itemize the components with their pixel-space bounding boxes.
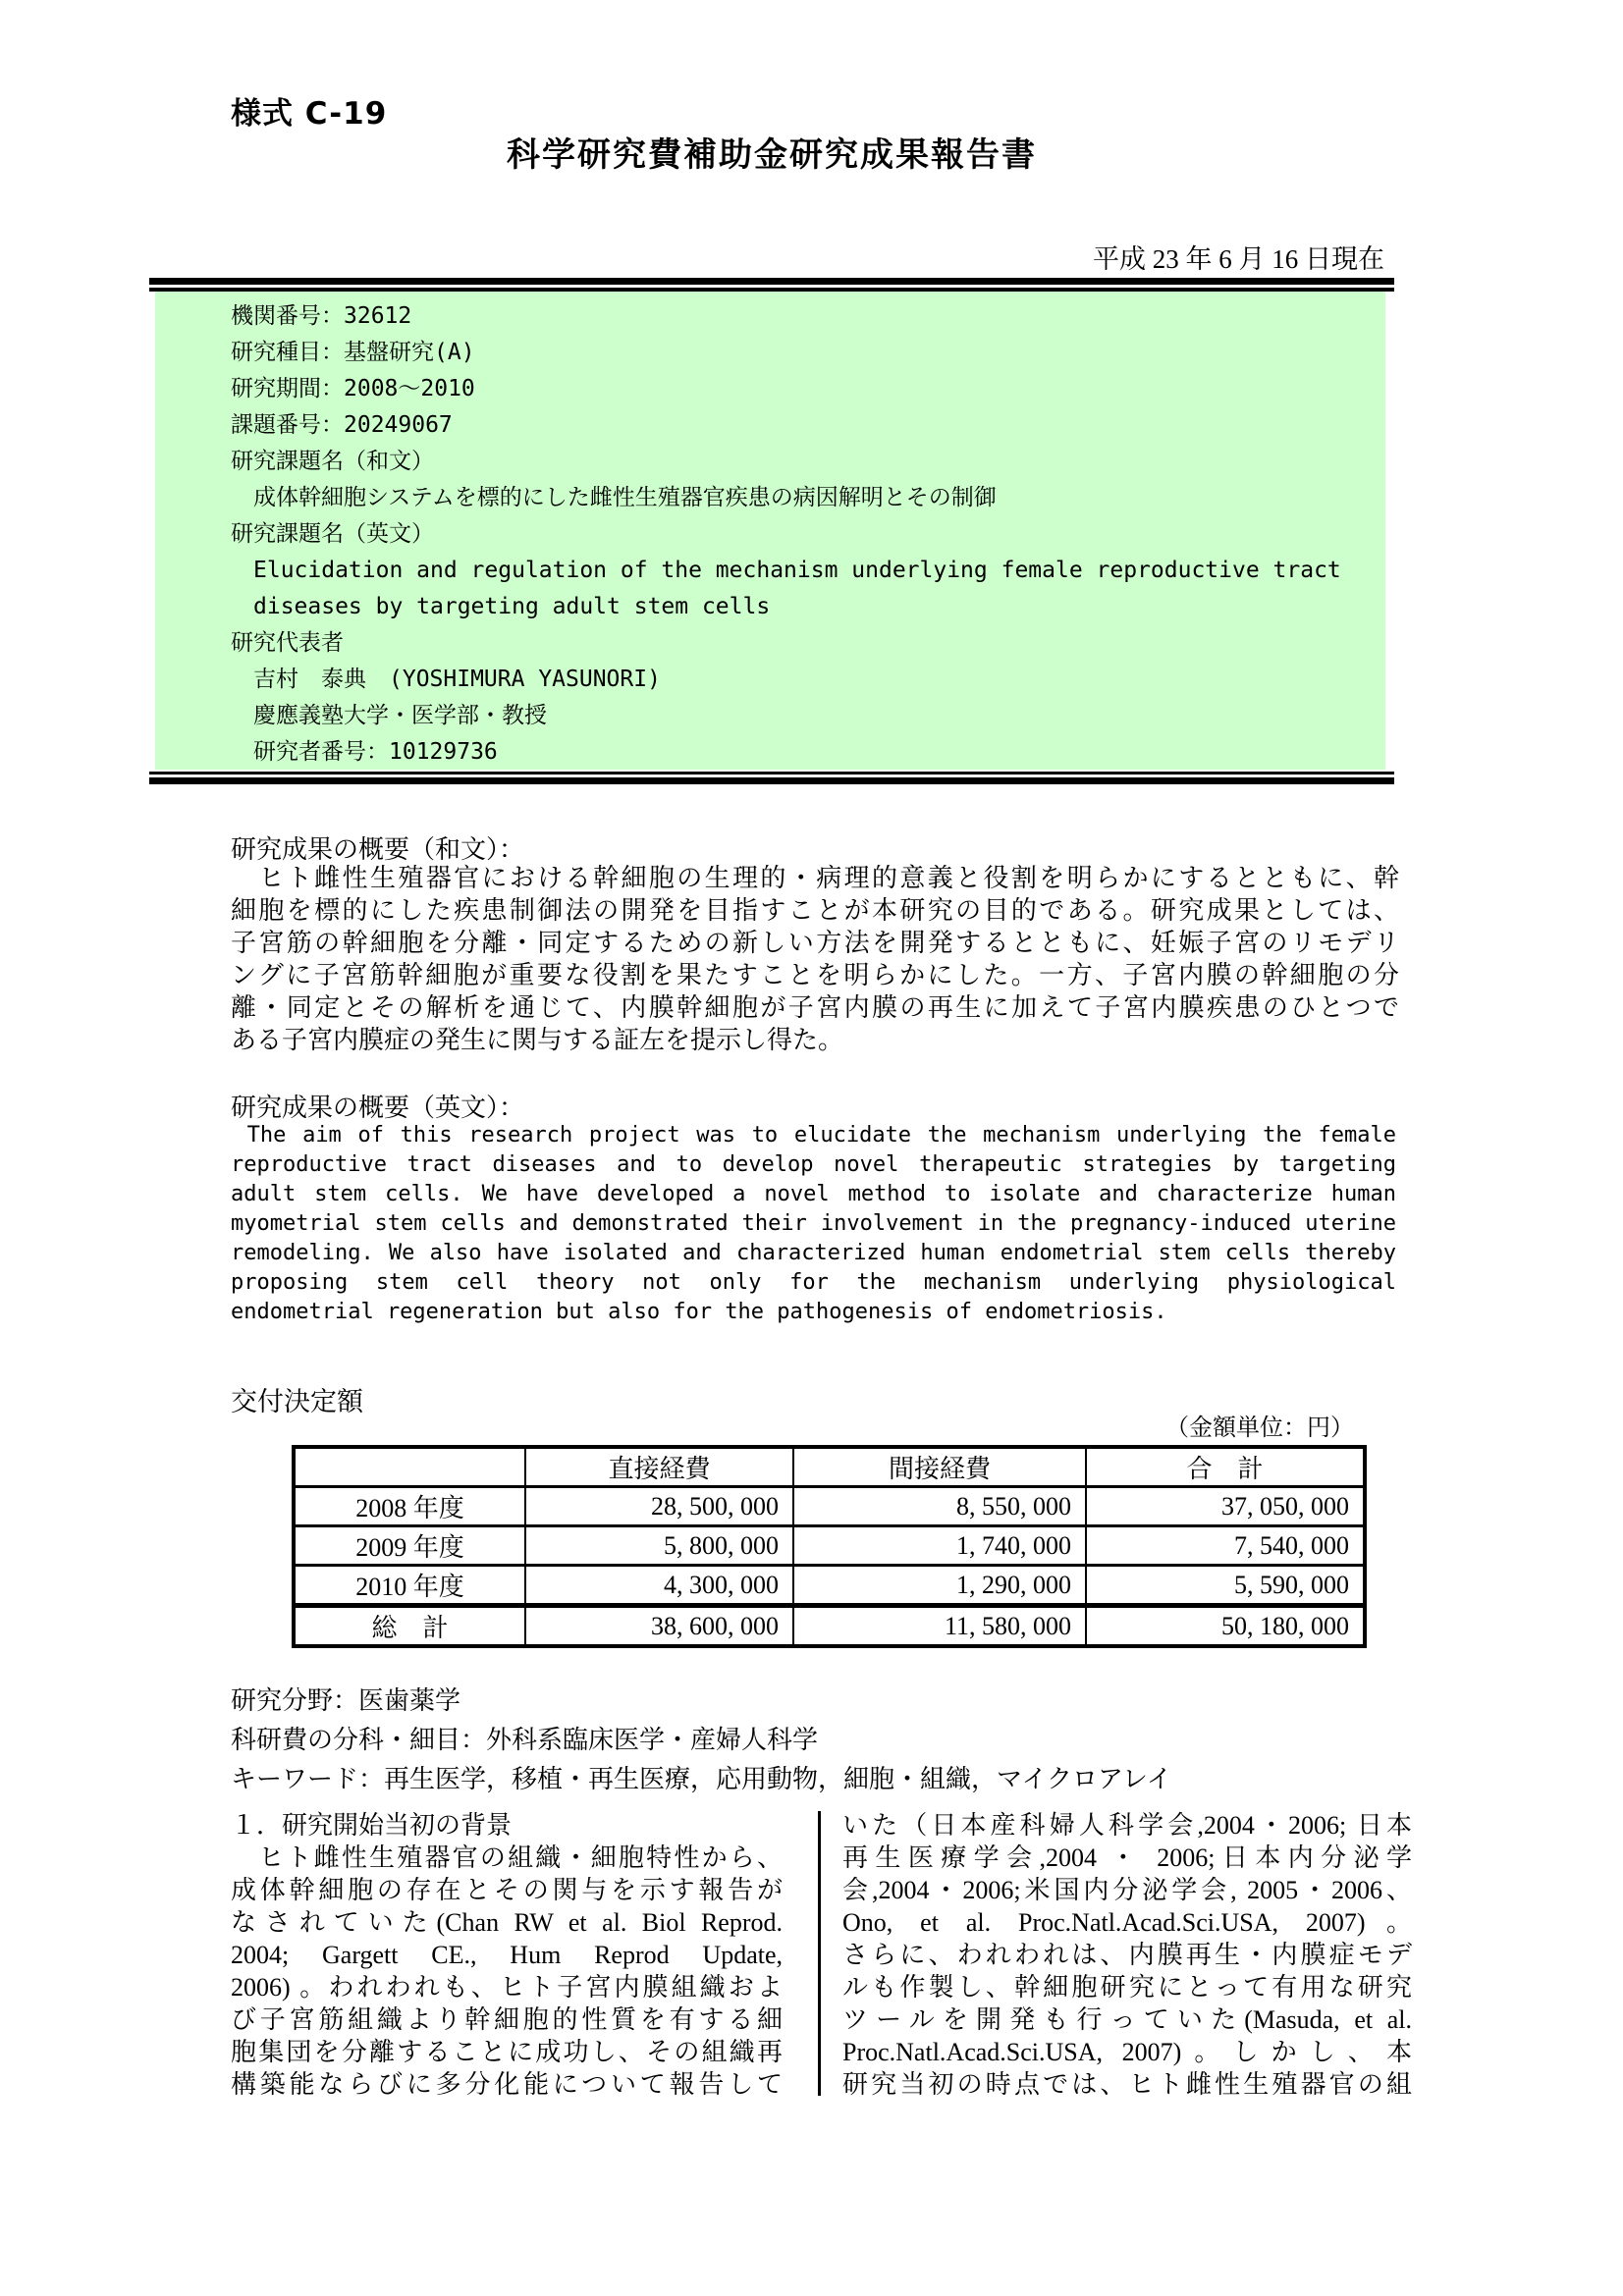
budget-direct-cell: 38, 600, 000 bbox=[525, 1606, 793, 1647]
column-divider-rule bbox=[818, 1811, 821, 2096]
summary-en-body: The aim of this research project was to elucidate the mechanism underlying the female reproductive tract diseases and to develop novel therapeutic strategies by targeting adult stem cells. We have developed a novel method to isolate and characterize human myometrial stem cells and demonstrated their involvement in the pregnancy-induced uterine remodeling. We also have isolated and characterized human endometrial stem cells thereby proposing stem cell theory not only for the mechanism underlying physiological endometrial regeneration but also for the pathogenesis of endometriosis. bbox=[231, 1123, 1396, 1324]
budget-total-cell: 5, 590, 000 bbox=[1086, 1566, 1365, 1606]
budget-row-2009 bbox=[294, 1526, 1365, 1566]
budget-section-title: 交付決定額 bbox=[231, 1387, 363, 1416]
report-date: 平成 23 年 6 月 16 日現在 bbox=[1093, 244, 1384, 274]
document-title: 科学研究費補助金研究成果報告書 bbox=[507, 135, 1037, 175]
budget-unit-note: （金額単位：円） bbox=[1165, 1415, 1354, 1441]
project-info-box bbox=[155, 292, 1385, 770]
budget-year-cell: 2009 年度 bbox=[294, 1526, 525, 1566]
research-field-line: 研究分野：医歯薬学 bbox=[231, 1686, 461, 1715]
keywords-line: キーワード：再生医学，移植・再生医療，応用動物，細胞・組織，マイクロアレイ bbox=[231, 1765, 1172, 1793]
summary-en-heading: 研究成果の概要（英文）： bbox=[231, 1094, 525, 1122]
info-box-bottom-rule bbox=[149, 772, 1394, 784]
budget-header-direct: 直接経費 bbox=[525, 1447, 793, 1487]
project-info-text: 機関番号：32612 研究種目：基盤研究(A) 研究期間：2008～2010 課題番号：20249067 研究課題名（和文） 成体幹細胞システムを標的にした雌性生殖器官疾患の病因解明とその制御 研究課題名（英文） Elucidation and regulation of the mechanism underlying female reproductive tract diseases by targeting adult stem cells 研究代表者 吉村 泰典 (YOSHIMURA YASUNORI) 慶應義塾大学・医学部・教授 研究者番号：10129736 bbox=[231, 303, 1341, 765]
budget-indirect-cell: 1, 740, 000 bbox=[793, 1526, 1086, 1566]
budget-row-grand-total bbox=[294, 1606, 1365, 1647]
budget-total-cell: 50, 180, 000 bbox=[1086, 1606, 1365, 1647]
budget-year-cell: 総 計 bbox=[294, 1606, 525, 1647]
budget-year-cell: 2008 年度 bbox=[294, 1487, 525, 1526]
top-double-rule bbox=[149, 278, 1394, 292]
budget-row-2010 bbox=[294, 1566, 1365, 1606]
budget-header-blank bbox=[294, 1447, 525, 1487]
budget-total-cell: 7, 540, 000 bbox=[1086, 1526, 1365, 1566]
budget-year-cell: 2010 年度 bbox=[294, 1566, 525, 1606]
background-right-column: いた（日本産科婦人科学会,2004・2006; 日本 再生医療学会,2004 ・ 2006;日本内分泌学 会,2004・2006;米国内分泌学会, 2005・2006、 Ono, et al. Proc.Natl.Acad.Sci.USA, 2007)。 さらに、われわれは、内膜再生・内膜症モデ ルも作製し、幹細胞研究にとって有用な研究 ツールを開発も行っていた(Masuda, et al. Proc.Natl.Acad.Sci.USA, 2007)。しかし、本 研究当初の時点では、ヒト雌性生殖器官の組 bbox=[842, 1811, 1412, 2099]
budget-direct-cell: 4, 300, 000 bbox=[525, 1566, 793, 1606]
budget-header-row bbox=[294, 1447, 1365, 1487]
budget-total-cell: 37, 050, 000 bbox=[1086, 1487, 1365, 1526]
summary-ja-body: ヒト雌性生殖器官における幹細胞の生理的・病理的意義と役割を明らかにするとともに、幹 細胞を標的にした疾患制御法の開発を目指すことが本研究の目的である。研究成果としては、 子宮筋の幹細胞を分離・同定するための新しい方法を開発するとともに、妊娠子宮のリモデリ ングに子宮筋幹細胞が重要な役割を果たすことを明らかにした。一方、子宮内膜の幹細胞の分 離・同定とその解析を通じて、内膜幹細胞が子宮内膜の再生に加えて子宮内膜疾患のひとつで ある子宮内膜症の発生に関与する証左を提示し得た。 bbox=[231, 864, 1399, 1054]
budget-direct-cell: 28, 500, 000 bbox=[525, 1487, 793, 1526]
summary-ja-heading: 研究成果の概要（和文）： bbox=[231, 835, 525, 864]
budget-indirect-cell: 11, 580, 000 bbox=[793, 1606, 1086, 1647]
budget-indirect-cell: 8, 550, 000 bbox=[793, 1487, 1086, 1526]
budget-indirect-cell: 1, 290, 000 bbox=[793, 1566, 1086, 1606]
background-left-column: １．研究開始当初の背景 ヒト雌性生殖器官の組織・細胞特性から、 成体幹細胞の存在とその関与を示す報告が なされていた(Chan RW et al. Biol Reprod. 2004; Gargett CE., Hum Reprod Update, 2006) 。われわれも、ヒト子宮内膜組織およ び子宮筋組織より幹細胞的性質を有する細 胞集団を分離することに成功し、その組織再 構築能ならびに多分化能について報告して bbox=[231, 1811, 783, 2099]
budget-table-container bbox=[292, 1445, 1367, 1648]
budget-header-total: 合 計 bbox=[1086, 1447, 1365, 1487]
budget-row-2008 bbox=[294, 1487, 1365, 1526]
budget-table bbox=[292, 1445, 1367, 1648]
research-category-line: 科研費の分科・細目：外科系臨床医学・産婦人科学 bbox=[231, 1726, 819, 1754]
budget-header-indirect: 間接経費 bbox=[793, 1447, 1086, 1487]
form-number-label: 様式 C-19 bbox=[231, 96, 388, 132]
budget-direct-cell: 5, 800, 000 bbox=[525, 1526, 793, 1566]
